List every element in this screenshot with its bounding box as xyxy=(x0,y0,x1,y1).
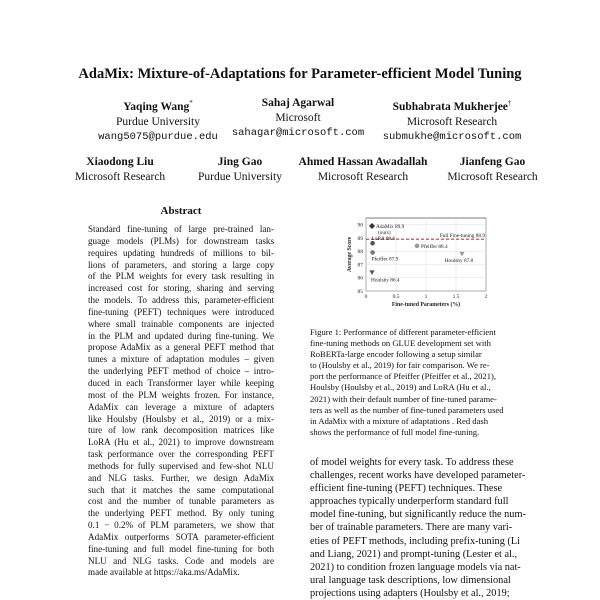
abstract-line: task performance over the corresponding PEFT xyxy=(88,449,274,460)
author-name: Subhabrata Mukherjee xyxy=(392,100,508,113)
author-email[interactable]: wang5075@purdue.edu xyxy=(98,130,218,143)
body-line: eties of PEFT methods, including prefix-tuning (Li xyxy=(310,535,521,547)
author-name: Sahaj Agarwal xyxy=(261,97,335,109)
abstract-line: and NLG tasks. Further, we design AdaMix xyxy=(88,472,274,483)
author-2 xyxy=(218,96,378,141)
abstract-line: methods for fully supervised and few-shot NLU xyxy=(88,460,274,471)
abstract-heading: Abstract xyxy=(160,205,202,217)
abstract-line: NLU and NLG tasks. Code and models are xyxy=(88,555,274,566)
data-point xyxy=(369,270,374,274)
data-label: Pfeiffer 87.9 xyxy=(371,256,399,263)
author-name: Jing Gao xyxy=(217,156,263,168)
x-tick-label: 1 xyxy=(424,294,428,300)
body-line: projections using adapters (Houlsby et al., 2019; xyxy=(310,587,510,599)
caption-line: shows the performance of full model fine-tuning. xyxy=(310,426,480,437)
abstract-line: cost and the number of tunable parameters as xyxy=(88,496,274,507)
body-line: ber of trainable parameters. There are many vari- xyxy=(310,522,513,534)
data-point xyxy=(459,252,464,256)
x-tick-label: 0 xyxy=(364,294,368,300)
data-label: LoRA 88.6 xyxy=(371,236,396,243)
body-line: of model weights for every task. To address these xyxy=(310,457,514,468)
abstract-line: where small trainable components are injected xyxy=(88,318,274,329)
abstract-line: such that it matches the same computational xyxy=(88,484,274,495)
abstract-line: ture of low rank decomposition matrices like xyxy=(88,425,274,436)
abstract-line: most of the PLM weights frozen. For instance, xyxy=(88,389,274,400)
y-tick-label: 85 xyxy=(357,289,363,295)
figure-1 xyxy=(334,214,509,324)
abstract-line: lions of parameters, and storing a large copy xyxy=(88,259,274,270)
author-affiliation: Microsoft xyxy=(275,112,321,124)
figure-caption xyxy=(310,327,504,438)
author-name: Yaqing Wang xyxy=(123,100,190,113)
author-email[interactable]: sahagar@microsoft.com xyxy=(231,127,365,139)
author-mark: † xyxy=(507,99,512,107)
author-affiliation: Purdue University xyxy=(115,115,200,128)
body-line: model fine-tuning, but significantly reduce the num- xyxy=(310,509,526,521)
reference-line-label: Full Fine-tuning 88.9 xyxy=(439,233,485,240)
body-line: challenges, recent works have developed parameter- xyxy=(310,470,526,482)
paper-title: AdaMix: Mixture-of-Adaptations for Parameter-efficient Model Tuning xyxy=(78,66,522,82)
abstract-body xyxy=(88,224,274,579)
abstract-line: the models. To address this, parameter-efficient xyxy=(88,295,274,306)
body-line: 2021) to condition frozen language models via nat- xyxy=(310,561,521,573)
data-label: Houlsby 87.8 xyxy=(444,257,474,264)
caption-line: in AdaMix with a mixture of adaptations . Red dash xyxy=(310,415,489,426)
caption-line: 2021) with their default number of fine-tuned parame- xyxy=(310,393,497,404)
abstract-line: like Houlsby (Houlsby et al., 2019) or a mix- xyxy=(88,413,274,424)
author-name: Ahmed Hassan Awadallah xyxy=(298,156,428,168)
body-line: ural language task descriptions, low dimensional xyxy=(310,574,511,586)
caption-line: RoBERTa-large encoder following a setup similar xyxy=(310,349,482,360)
caption-line: fine-tuning methods on GLUE development set with xyxy=(310,338,491,349)
abstract-line: AdaMix outperforms SOTA parameter-efficient xyxy=(88,531,274,542)
abstract-line: duced in each Transformer layer while keeping xyxy=(88,377,274,388)
data-label: Houlsby 86.4 xyxy=(371,277,400,284)
data-point xyxy=(369,223,375,229)
data-point xyxy=(415,244,420,249)
y-tick-label: 87 xyxy=(357,262,363,269)
body-line: efficient fine-tuning (PEFT) techniques. These xyxy=(310,483,503,495)
abstract-line: fine-tuning (PEFT) techniques were introduced xyxy=(88,306,274,317)
abstract-line: tunes a mixture of adaptation modules – given xyxy=(88,354,274,365)
abstract-line: guage models (PLMs) for downstream tasks xyxy=(88,235,274,246)
author-affiliation: Microsoft Research xyxy=(74,171,166,183)
author-name: Jianfeng Gao xyxy=(459,156,526,168)
author-4 xyxy=(55,155,185,185)
caption-line: ters as well as the number of fine-tuned parameters used xyxy=(310,404,504,415)
abstract-line: made available at https://aka.ms/AdaMix. xyxy=(88,567,240,578)
author-affiliation: Microsoft Research xyxy=(317,171,409,183)
y-tick-label: 90 xyxy=(357,222,363,229)
scatter-chart xyxy=(334,214,509,324)
abstract-line: propose AdaMix as a general PEFT method that xyxy=(88,342,274,353)
data-label: Pfeiffer 88.4 xyxy=(421,243,448,250)
author-5 xyxy=(180,155,300,185)
abstract-line: 0.1 − 0.2% of PLM parameters, we show that xyxy=(88,520,274,531)
caption-line: to (Houlsby et al., 2019) for fair comparison. We re- xyxy=(310,360,490,371)
author-name: Xiaodong Liu xyxy=(86,156,154,168)
body-paragraph xyxy=(310,456,526,600)
author-mark: * xyxy=(189,99,193,107)
x-tick-label: 1.5 xyxy=(452,294,460,300)
x-axis-label: Fine-tuned Parameters (%) xyxy=(391,302,461,308)
abstract-line: LoRA (Hu et al., 2021) to improve downstream xyxy=(88,437,274,448)
author-email[interactable]: submukhe@microsoft.com xyxy=(382,130,522,143)
body-line: approaches typically underperform standard full xyxy=(310,496,509,508)
abstract-line: the underlying PEFT method of choice – intro- xyxy=(88,366,274,377)
x-tick-label: 0.5 xyxy=(392,294,400,300)
author-affiliation: Microsoft Research xyxy=(406,115,498,128)
caption-line: port the performance of Pfeiffer (Pfeiffer et al., 2021), xyxy=(310,371,497,382)
abstract-line: AdaMix can leverage a mixture of adapters xyxy=(88,401,274,412)
author-3 xyxy=(372,96,532,145)
data-point xyxy=(370,250,375,255)
author-1 xyxy=(78,96,238,145)
caption-line: Figure 1: Performance of different parameter-efficient xyxy=(310,327,496,337)
abstract-line: the underlying PEFT method. By only tuning xyxy=(88,508,274,519)
abstract-line: of the PLM weights for every task resulting in xyxy=(88,271,274,282)
data-label: (ours) xyxy=(378,229,391,236)
body-line: and Liang, 2021) and prompt-tuning (Lester et al., xyxy=(310,548,518,560)
abstract-line: in the PLM and updated during fine-tuning. We xyxy=(88,330,274,341)
y-tick-label: 89 xyxy=(357,235,363,242)
data-label: AdaMix 89.9 xyxy=(376,223,405,230)
author-affiliation: Purdue University xyxy=(197,171,282,183)
abstract-line: Standard fine-tuning of large pre-trained lan- xyxy=(88,224,274,234)
y-axis-label: Average Score xyxy=(347,236,353,273)
y-tick-label: 88 xyxy=(357,249,363,256)
author-affiliation: Microsoft Research xyxy=(447,171,538,183)
caption-line: Houlsby (Houlsby et al., 2019) and LoRA (Hu et al., xyxy=(310,382,491,393)
abstract-line: fine-tuning and full model fine-tuning for both xyxy=(88,543,274,554)
abstract-line: requires updating hundreds of millions to bil- xyxy=(88,247,274,258)
author-6 xyxy=(283,155,443,185)
y-tick-label: 86 xyxy=(357,275,363,282)
author-7 xyxy=(430,155,555,185)
abstract-line: increased cost for storing, sharing and serving xyxy=(88,283,274,294)
x-tick-label: 2 xyxy=(484,294,488,300)
